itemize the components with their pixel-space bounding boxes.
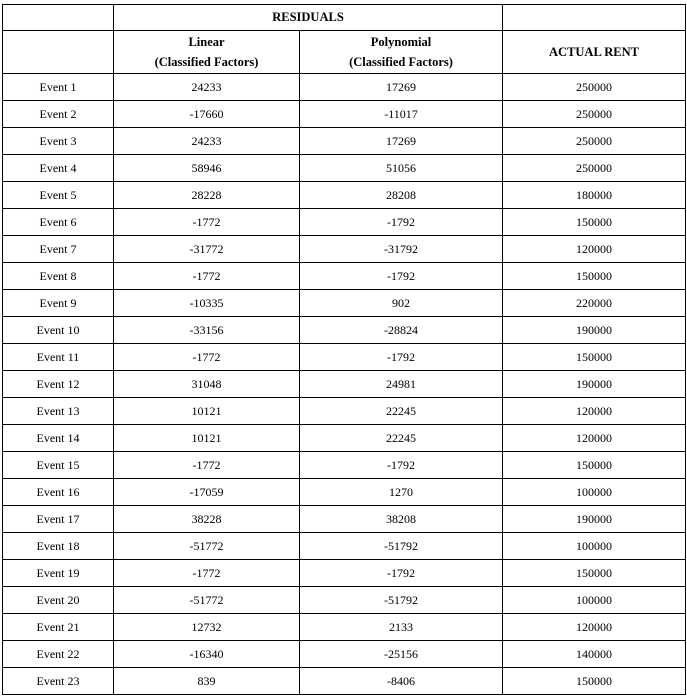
polynomial-residual-cell: -25156 [300,641,503,668]
row-label-cell: Event 21 [3,614,114,641]
row-label-cell: Event 7 [3,236,114,263]
linear-residual-cell: -1772 [114,452,300,479]
row-label-cell: Event 3 [3,128,114,155]
table-row [3,209,686,236]
empty-corner-cell [3,5,114,31]
column-header-polynomial-title: Polynomial [370,35,432,49]
linear-residual-cell: 10121 [114,425,300,452]
linear-residual-cell: 12732 [114,614,300,641]
linear-residual-cell: -17660 [114,101,300,128]
linear-residual-cell: -10335 [114,290,300,317]
linear-residual-cell: -51772 [114,533,300,560]
row-label-cell: Event 16 [3,479,114,506]
table-row [3,506,686,533]
linear-residual-cell: -1772 [114,560,300,587]
actual-rent-cell: 250000 [503,128,686,155]
polynomial-residual-cell: 2133 [300,614,503,641]
table-row [3,236,686,263]
row-label-cell: Event 10 [3,317,114,344]
linear-residual-cell: -1772 [114,209,300,236]
linear-residual-cell: 28228 [114,182,300,209]
actual-rent-cell: 120000 [503,425,686,452]
linear-residual-cell: -51772 [114,587,300,614]
linear-residual-cell: -1772 [114,344,300,371]
column-header-polynomial-subtitle: (Classified Factors) [349,55,453,69]
actual-rent-cell: 190000 [503,317,686,344]
linear-residual-cell: 58946 [114,155,300,182]
polynomial-residual-cell: -1792 [300,560,503,587]
table-row [3,641,686,668]
linear-residual-cell: 839 [114,668,300,695]
actual-rent-cell: 100000 [503,479,686,506]
row-label-cell: Event 14 [3,425,114,452]
row-label-cell: Event 5 [3,182,114,209]
polynomial-residual-cell: -51792 [300,587,503,614]
row-label-cell: Event 11 [3,344,114,371]
table-group-header-row [3,5,686,31]
row-label-cell: Event 1 [3,74,114,101]
polynomial-residual-cell: 38208 [300,506,503,533]
linear-residual-cell: 24233 [114,128,300,155]
column-header-linear-title: Linear [188,35,225,49]
polynomial-residual-cell: -51792 [300,533,503,560]
actual-rent-cell: 150000 [503,263,686,290]
table-row [3,371,686,398]
actual-rent-cell: 120000 [503,398,686,425]
table-row [3,398,686,425]
row-label-cell: Event 2 [3,101,114,128]
polynomial-residual-cell: 22245 [300,425,503,452]
polynomial-residual-cell: -8406 [300,668,503,695]
linear-residual-cell: -33156 [114,317,300,344]
polynomial-residual-cell: 17269 [300,74,503,101]
row-label-cell: Event 8 [3,263,114,290]
table-row [3,533,686,560]
table-body [3,74,686,695]
actual-rent-cell: 180000 [503,182,686,209]
empty-row-label-header [3,31,114,74]
linear-residual-cell: 10121 [114,398,300,425]
actual-rent-cell: 220000 [503,290,686,317]
table-row [3,290,686,317]
polynomial-residual-cell: -1792 [300,452,503,479]
polynomial-residual-cell: 51056 [300,155,503,182]
actual-rent-cell: 250000 [503,74,686,101]
linear-residual-cell: 24233 [114,74,300,101]
row-label-cell: Event 19 [3,560,114,587]
table-row [3,560,686,587]
table-column-header-row [3,31,686,74]
row-label-cell: Event 13 [3,398,114,425]
table-row [3,101,686,128]
row-label-cell: Event 15 [3,452,114,479]
actual-rent-cell: 190000 [503,506,686,533]
actual-rent-cell: 150000 [503,668,686,695]
linear-residual-cell: 31048 [114,371,300,398]
polynomial-residual-cell: -1792 [300,344,503,371]
table-row [3,425,686,452]
polynomial-residual-cell: 22245 [300,398,503,425]
actual-rent-cell: 120000 [503,614,686,641]
actual-rent-cell: 100000 [503,587,686,614]
actual-rent-cell: 150000 [503,209,686,236]
empty-header-cell [503,5,686,31]
row-label-cell: Event 6 [3,209,114,236]
polynomial-residual-cell: -31792 [300,236,503,263]
linear-residual-cell: -17059 [114,479,300,506]
polynomial-residual-cell: -11017 [300,101,503,128]
linear-residual-cell: -16340 [114,641,300,668]
row-label-cell: Event 23 [3,668,114,695]
column-header-linear-subtitle: (Classified Factors) [154,55,259,69]
actual-rent-cell: 120000 [503,236,686,263]
row-label-cell: Event 9 [3,290,114,317]
linear-residual-cell: 38228 [114,506,300,533]
table-row [3,614,686,641]
column-header-linear [114,31,300,74]
linear-residual-cell: -1772 [114,263,300,290]
actual-rent-cell: 150000 [503,344,686,371]
row-label-cell: Event 4 [3,155,114,182]
residuals-table [2,4,686,695]
actual-rent-cell: 150000 [503,452,686,479]
table-row [3,182,686,209]
row-label-cell: Event 22 [3,641,114,668]
linear-residual-cell: -31772 [114,236,300,263]
table-row [3,155,686,182]
polynomial-residual-cell: 902 [300,290,503,317]
row-label-cell: Event 20 [3,587,114,614]
table-row [3,74,686,101]
table-row [3,317,686,344]
residuals-group-header: RESIDUALS [114,5,503,31]
polynomial-residual-cell: 24981 [300,371,503,398]
polynomial-residual-cell: -28824 [300,317,503,344]
table-row [3,668,686,695]
actual-rent-cell: 250000 [503,101,686,128]
actual-rent-cell: 150000 [503,560,686,587]
polynomial-residual-cell: -1792 [300,263,503,290]
table-row [3,587,686,614]
actual-rent-cell: 190000 [503,371,686,398]
actual-rent-cell: 250000 [503,155,686,182]
row-label-cell: Event 12 [3,371,114,398]
polynomial-residual-cell: 1270 [300,479,503,506]
table-row [3,344,686,371]
actual-rent-cell: 140000 [503,641,686,668]
table-row [3,452,686,479]
polynomial-residual-cell: 28208 [300,182,503,209]
row-label-cell: Event 18 [3,533,114,560]
row-label-cell: Event 17 [3,506,114,533]
column-header-polynomial [300,31,503,74]
actual-rent-cell: 100000 [503,533,686,560]
polynomial-residual-cell: -1792 [300,209,503,236]
table-row [3,479,686,506]
table-row [3,128,686,155]
polynomial-residual-cell: 17269 [300,128,503,155]
column-header-actual-rent: ACTUAL RENT [503,31,686,74]
table-row [3,263,686,290]
